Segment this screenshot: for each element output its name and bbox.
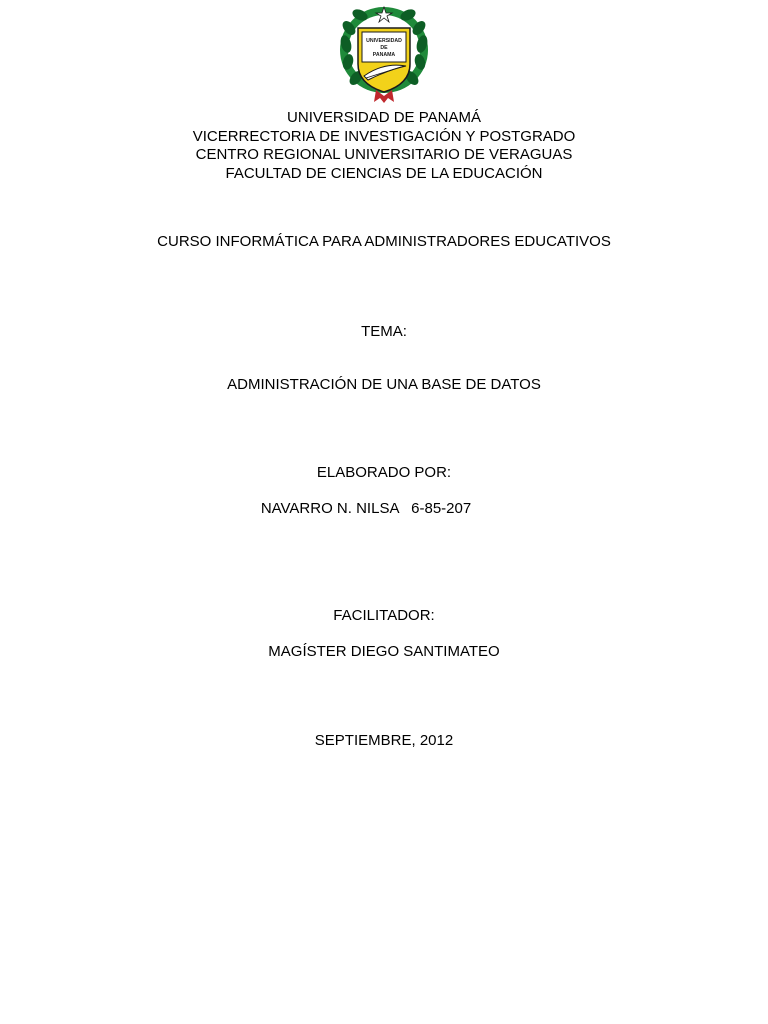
university-seal-logo (336, 4, 432, 104)
facilitator-label: FACILITADOR: (333, 607, 435, 624)
regional-center-name: CENTRO REGIONAL UNIVERSITARIO DE VERAGUAS (195, 146, 573, 163)
document-date: SEPTIEMBRE, 2012 (314, 732, 454, 749)
vice-rectorate-name: VICERRECTORIA DE INVESTIGACIÓN Y POSTGRADO (192, 127, 576, 145)
facilitator-name: MAGÍSTER DIEGO SANTIMATEO (268, 643, 500, 660)
seal-text-line: PANAMA (372, 52, 396, 58)
institution-header (0, 109, 768, 183)
author-line (0, 500, 750, 518)
seal-text-line: UNIVERSIDAD (366, 38, 402, 44)
faculty-name: FACULTAD DE CIENCIAS DE LA EDUCACIÓN (225, 164, 543, 182)
author-label: ELABORADO POR: (316, 464, 452, 481)
author-name: NAVARRO N. NILSA (260, 500, 399, 517)
shield-icon (358, 28, 410, 92)
seal-text-line: DE (380, 45, 388, 51)
topic-value: ADMINISTRACIÓN DE UNA BASE DE DATOS (227, 376, 541, 393)
course-title: CURSO INFORMÁTICA PARA ADMINISTRADORES EDUCATIVOS (157, 233, 611, 250)
author-id: 6-85-207 (411, 500, 472, 517)
university-name: UNIVERSIDAD DE PANAMÁ (287, 109, 481, 126)
topic-label: TEMA: (361, 323, 407, 340)
